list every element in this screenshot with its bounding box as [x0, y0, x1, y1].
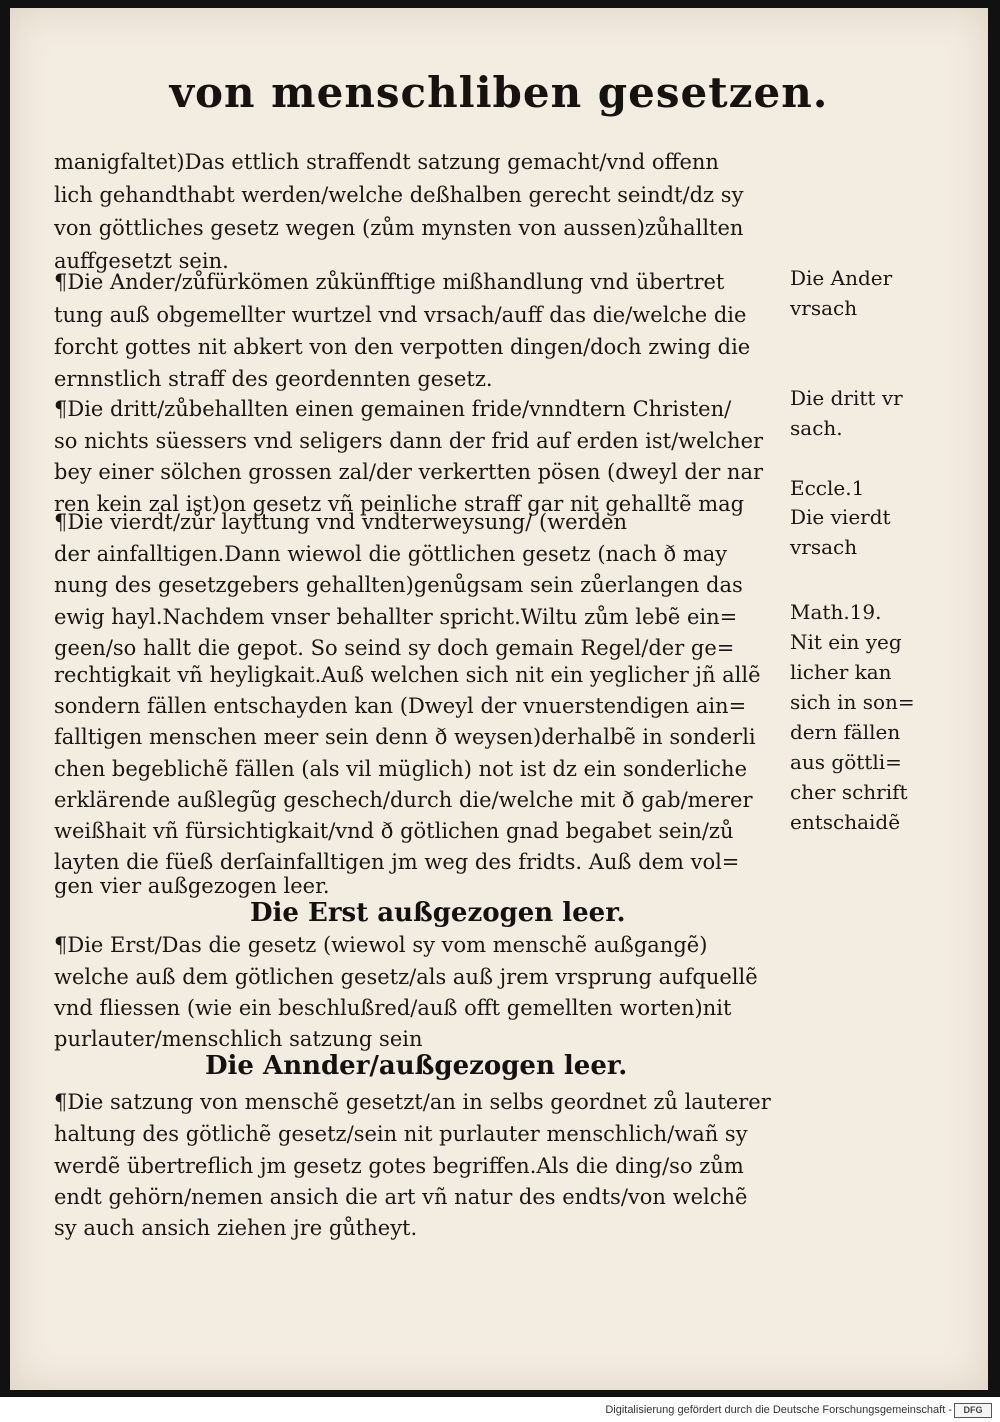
body-line: chen begeblichẽ fällen (als vil müglich) not ist dz ein sonderliche — [54, 757, 748, 781]
book-page — [10, 8, 988, 1390]
margin-note: Die Ander — [790, 266, 893, 290]
section-line: ¶Die satzung von menschẽ gesetzt/an in selbs geordnet zů lauterer — [54, 1090, 771, 1114]
body-line: manigfaltet)Das ettlich straffendt satzung gemacht/vnd offenn — [54, 150, 719, 174]
page-title: von menschliben gesetzen. — [169, 68, 829, 117]
body-line: sondern fällen entschayden kan (Dweyl der vnuerstendigen ain= — [54, 694, 747, 718]
body-line: der ainfalltigen.Dann wiewol die göttlichen gesetz (nach ð may — [54, 542, 728, 566]
body-line: falltigen menschen meer sein denn ð weysen)derhalbẽ in sonderli — [54, 725, 756, 749]
margin-note: Die dritt vr — [790, 386, 903, 410]
margin-note: dern fällen — [790, 720, 901, 744]
margin-note: sich in son= — [790, 690, 915, 714]
body-line: ewig hayl.Nachdem vnser behallter spricht.Wiltu zům lebẽ ein= — [54, 605, 738, 629]
section-line: haltung des götlichẽ gesetz/sein nit purlauter menschlich/wañ sy — [54, 1122, 748, 1146]
body-line: so nichts süessers vnd seligers dann der frid auf erden ist/welcher — [54, 429, 764, 453]
body-line: tung auß obgemellter wurtzel vnd vrsach/auff das die/welche die — [54, 303, 747, 327]
section-line: vnd fliessen (wie ein beschlußred/auß offt gemellten worten)nit — [54, 996, 732, 1020]
margin-note: Eccle.1 — [790, 476, 865, 500]
margin-note: Die vierdt — [790, 505, 891, 529]
section-line: welche auß dem götlichen gesetz/als auß jrem vrsprung aufquellẽ — [54, 965, 758, 989]
margin-note: aus göttli= — [790, 750, 902, 774]
section-line: ¶Die Erst/Das die gesetz (wiewol sy vom menschẽ außgangẽ) — [54, 933, 708, 957]
section-heading: Die Annder/außgezogen leer. — [205, 1051, 628, 1081]
margin-note: sach. — [790, 416, 843, 440]
body-line: ernnstlich straff des geordennten gesetz. — [54, 367, 493, 391]
body-line: ¶Die dritt/zůbehallten einen gemainen fride/vnndtern Christen/ — [54, 397, 732, 421]
body-line: nung des gesetzgebers gehallten)genůgsam sein zůerlangen das — [54, 573, 743, 597]
section-line: endt gehörn/nemen ansich die art vñ natur des endts/von welchẽ — [54, 1185, 748, 1209]
section-line: sy auch ansich ziehen jre gůtheyt. — [54, 1216, 418, 1240]
body-line: layten die füeß derſainfalltigen jm weg des fridts. Auß dem vol= — [54, 850, 740, 874]
footer-bar — [0, 1397, 1000, 1422]
body-line: lich gehandthabt werden/welche deßhalben gerecht seindt/dz sy — [54, 183, 744, 207]
section-line: werdẽ übertreflich jm gesetz gotes begriffen.Als die ding/so zům — [54, 1154, 744, 1178]
body-line: gen vier außgezogen leer. — [54, 874, 330, 898]
body-line: weißhait vñ fürsichtigkait/vnd ð götlichen gnad begabet sein/zů — [54, 819, 734, 843]
body-line: auffgesetzt sein. — [54, 249, 229, 273]
body-line: von göttliches gesetz wegen (zům mynsten von aussen)zůhallten — [54, 216, 744, 240]
section-line: purlauter/menschlich satzung sein — [54, 1027, 423, 1051]
body-line: ren kein zal ist)on gesetz vñ peinliche straff gar nit gehalltẽ mag — [54, 492, 745, 516]
margin-note: vrsach — [790, 296, 858, 320]
body-line: erklärende außlegũg geschech/durch die/welche mit ð gab/merer — [54, 788, 753, 812]
body-line: rechtigkait vñ heyligkait.Auß welchen sich nit ein yeglicher jñ allẽ — [54, 663, 761, 687]
body-line: ¶Die Ander/zůfürkömen zůkünfftige mißhandlung vnd übertret — [54, 270, 725, 294]
margin-note: cher schrift — [790, 780, 908, 804]
body-line: bey einer sölchen grossen zal/der verkertten pösen (dweyl der nar — [54, 460, 764, 484]
margin-note: licher kan — [790, 660, 892, 684]
footer-credit: Digitalisierung gefördert durch die Deutsche Forschungsgemeinschaft - — [605, 1404, 952, 1416]
section-heading: Die Erst außgezogen leer. — [250, 898, 626, 928]
body-line: forcht gottes nit abkert von den verpotten dingen/doch zwing die — [54, 335, 751, 359]
dfg-logo: DFG — [954, 1403, 992, 1418]
margin-note: entschaidẽ — [790, 810, 901, 834]
margin-note: vrsach — [790, 535, 858, 559]
margin-note: Math.19. — [790, 600, 882, 624]
body-line: geen/so hallt die gepot. So seind sy doch gemain Regel/der ge= — [54, 636, 735, 660]
body-line: ¶Die vierdt/zůr layttung vnd vndterweysung/ (werden — [54, 510, 628, 534]
margin-note: Nit ein yeg — [790, 630, 902, 654]
